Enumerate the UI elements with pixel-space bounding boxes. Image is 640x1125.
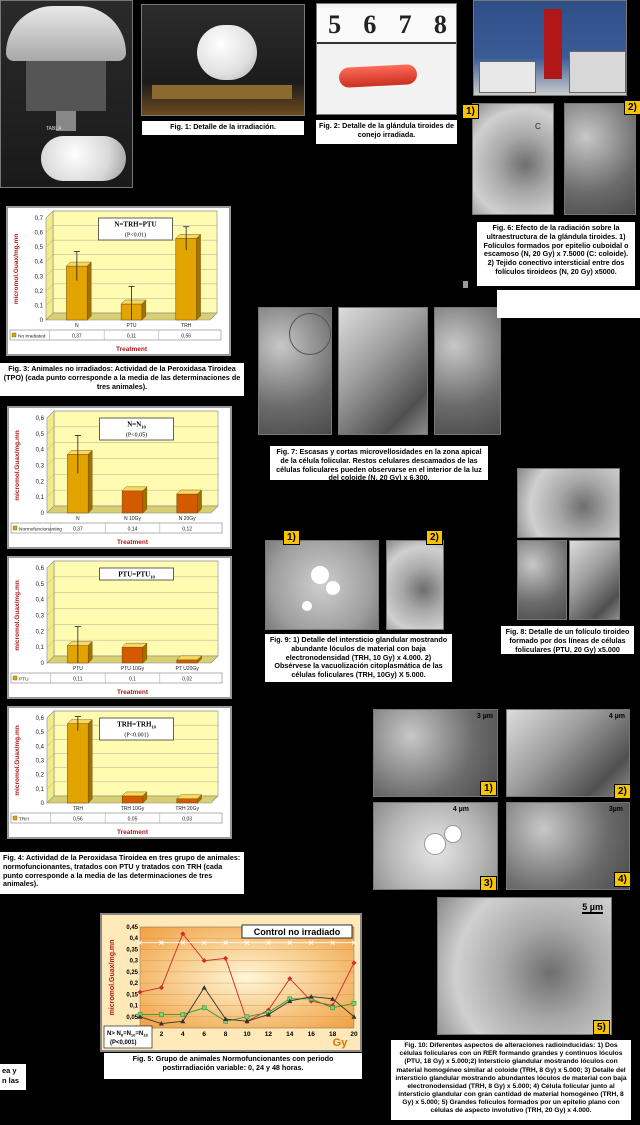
chart-subtitle: (P<0.01) [124, 232, 147, 239]
x-tick-label: TRH 20Gy [175, 806, 199, 812]
x-axis-label: Treatment [116, 689, 149, 696]
y-tick-label: 0,3 [34, 274, 43, 281]
y-tick-label: 0,25 [126, 969, 138, 976]
ruler-number: 6 [363, 10, 377, 39]
bar-side [87, 262, 91, 320]
x-tick-label: 8 [223, 1031, 228, 1038]
x-axis-label: Treatment [116, 829, 149, 836]
fig10-scale-5: 5 µm [582, 902, 603, 912]
bar-top [66, 262, 91, 266]
y-tick-label: 0,4 [35, 597, 44, 604]
fig6-em-2 [564, 103, 636, 215]
x-tick-label: 20 [350, 1031, 358, 1038]
y-tick-label: 0,5 [35, 431, 44, 438]
fig10-label-1: 1) [480, 781, 497, 796]
fig10-em-5 [437, 897, 612, 1035]
data-table-value: 0,12 [182, 526, 193, 533]
ruler-number: 7 [398, 10, 412, 39]
x-tick-label: 2 [159, 1031, 164, 1038]
fig10-scale-1: 3 µm [476, 713, 493, 720]
fig10-label-5: 5) [593, 1020, 610, 1035]
x-axis-label: Treatment [116, 539, 149, 546]
fig7-em-1 [258, 307, 332, 435]
x-tick-label: 10 [243, 1031, 251, 1038]
data-table-value: 0,56 [72, 816, 83, 823]
x-tick-label: N [75, 323, 79, 329]
x-tick-label: TRH [181, 323, 192, 329]
fig7-caption: Fig. 7: Escasas y cortas microvellosidades en la zona apical de la célula folicular. Restos celulares descamados de las células foliculares pueden observarse en el interior de la luz del coloide (N, 20 Gy) x 6.300. [270, 446, 488, 480]
y-axis-label: micromol.Guax/mg.mn [13, 233, 20, 305]
fig9-label-2: 2) [426, 530, 443, 545]
y-tick-label: 0,6 [34, 230, 43, 237]
fig8-em-top [517, 468, 620, 538]
data-table-value: 0,37 [72, 526, 83, 533]
y-tick-label: 0,45 [126, 925, 138, 931]
fig9-label-1: 1) [283, 530, 300, 545]
x-axis-label: Treatment [115, 346, 148, 353]
bar-top [177, 656, 202, 660]
data-point [331, 1006, 335, 1010]
fig4-chart-ptu-box [7, 556, 232, 699]
x-tick-label: 14 [286, 1031, 294, 1038]
data-table-value: 0,56 [181, 333, 192, 340]
y-tick-label: 0,2 [34, 288, 43, 295]
bar-top [177, 795, 202, 799]
annotation-p: (P<0,001) [110, 1040, 137, 1046]
x-tick-label: N 10Gy [124, 516, 141, 522]
data-point [352, 1001, 356, 1005]
bar-side [143, 487, 147, 513]
fig4-caption: Fig. 4: Actividad de la Peroxidasa Tiroidea en tres grupo de animales: normofuncionantes, tratados con PTU y tratados con TRH (cada punto corresponde a la media de las determinaciones de tres animales). [0, 852, 244, 894]
bar-top [67, 642, 92, 646]
y-axis-label: micromol.Guax/mg.mn [14, 430, 21, 501]
bar-side [88, 642, 92, 663]
y-tick-label: 0,7 [34, 216, 43, 222]
bar [177, 799, 198, 803]
white-blank-box [497, 290, 640, 318]
x-tick-label: TRH 10Gy [120, 806, 145, 812]
y-tick-label: 0,1 [34, 303, 43, 310]
fig4-chart-n-box [7, 406, 232, 549]
data-table-value: 0,37 [71, 333, 82, 340]
y-tick-label: 0,4 [129, 936, 138, 943]
y-tick-label: 0,4 [35, 744, 44, 751]
y-tick-label: 0,3 [129, 958, 138, 965]
bar [122, 647, 143, 663]
bar [176, 238, 197, 320]
fig10-caption: Fig. 10: Diferentes aspectos de alteraciones radioinducidas: 1) Dos células foliculares con un RER formando grandes y continuos lóculos (PTU, 18 Gy) x 5.000;2) Intersticio glandular mostrando lóculos con material homogéneo similar al coloide (TRH, 8 Gy) x 5.000; 3) Detalle del intersticio glandular mostrando abundantes lóculos de material con baja electronodensidad (TRH, 8 Gy) x 5.000; 4) Célula folicular junto al intersticio glandular con gran cantidad de material homogéneo (TRH, 8 Gy) x 5.000; 5) Grandes folículos formados por un epitelio plano con células de aspecto involutivo (TRH, 20 Gy) x 4.000. [391, 1040, 631, 1120]
y-axis-label: micromol.Guax/mg.mn [14, 580, 21, 651]
fig10-scale-4: 3µm [608, 806, 623, 813]
ruler-number: 5 [328, 10, 342, 39]
x-tick-label: PT U20Gy [175, 666, 199, 672]
data-table-value: 0,11 [73, 676, 83, 683]
fig1-caption: Fig. 1: Detalle de la irradiación. [142, 121, 304, 135]
fig10-label-2: 2) [614, 784, 631, 799]
fig9-em-1 [265, 540, 379, 630]
data-point [202, 1006, 206, 1010]
y-tick-label: 0,3 [35, 613, 44, 620]
x-tick-label: PTU [126, 323, 137, 329]
fig3-chart [8, 208, 229, 354]
y-tick-label: 0 [39, 318, 43, 324]
legend-entry: No irradiated [18, 334, 46, 340]
bar [177, 660, 198, 663]
fig6-marker-c: C [535, 122, 541, 131]
fig9-em-2 [386, 540, 444, 630]
y-tick-label: 0,35 [126, 947, 138, 954]
fig6-label-1: 1) [462, 104, 479, 119]
fig5-caption: Fig. 5: Grupo de animales Normofuncionantes con periodo postirradiación variable: 0, 24 y 48 horas. [104, 1053, 362, 1079]
fig10-label-4: 4) [614, 872, 631, 887]
fig10-scale-3: 4 µm [452, 806, 469, 813]
x-tick-label: 16 [307, 1031, 315, 1038]
y-tick-label: 0,15 [126, 992, 138, 999]
data-table-value: 0,1 [129, 676, 136, 683]
y-tick-label: 0,5 [35, 581, 44, 588]
fig10-label-3: 3) [480, 876, 497, 891]
annotation-text: $N> N_8=N_{10}=N_{18}$ [107, 1031, 148, 1038]
legend-swatch [13, 526, 17, 530]
y-tick-label: 0,6 [35, 716, 44, 722]
ruler-number: 8 [433, 10, 447, 39]
bar-top [122, 643, 147, 647]
x-tick-label: N [76, 516, 80, 522]
y-tick-label: 0,1 [35, 786, 44, 793]
x-tick-label: PTU 10Gy [120, 666, 145, 672]
y-tick-label: 0,3 [35, 758, 44, 765]
y-tick-label: 0,5 [35, 730, 44, 737]
x-tick-label: 12 [264, 1031, 273, 1038]
data-point [245, 1015, 249, 1019]
data-table-value: 0,02 [182, 676, 193, 683]
data-table-value: 0,11 [126, 333, 137, 340]
fig8-em-bottom-left [517, 540, 567, 620]
fig6-label-2: 2) [624, 100, 640, 115]
y-axis-label: micromol.Guax/mg.mn [109, 939, 116, 1016]
fig5-chart [102, 915, 360, 1050]
y-tick-label: 0,1 [35, 645, 44, 652]
bar-side [88, 720, 92, 803]
cutoff-line: ea y [2, 1066, 17, 1075]
y-tick-label: 0,2 [35, 629, 44, 636]
y-tick-label: 0,4 [34, 259, 43, 266]
y-tick-label: 0 [40, 661, 44, 667]
fig2-photo [316, 3, 457, 115]
fig9-caption: Fig. 9: 1) Detalle del intersticio glandular mostrando abundante lóculos de material con baja electronodensidad (TRH, 10 Gy) x 4.000. 2) Obsérvese la vacuolización citoplasmática de las células foliculares (TRH, 10Gy) X 5.000. [265, 634, 452, 682]
data-table-value: 0,03 [182, 816, 193, 823]
fig10-em-4 [506, 802, 630, 890]
y-tick-label: 0,3 [35, 463, 44, 470]
y-tick-label: 0,2 [35, 772, 44, 779]
fig4-chart-trh [9, 708, 230, 837]
bar-top [177, 490, 202, 494]
y-tick-label: 0,4 [35, 447, 44, 454]
x-tick-label: PTU [72, 666, 83, 672]
bar-top [176, 234, 201, 238]
x-tick-label: N 20Gy [178, 516, 196, 522]
y-tick-label: 0 [40, 511, 44, 517]
data-table-value: 0,05 [127, 816, 138, 823]
bar [122, 796, 143, 803]
fig3-caption: Fig. 3: Animales no irradiados: Actividad de la Peroxidasa Tiroidea (TPO) (cada punto corresponde a la media de las determinaciones de tres animales). [0, 363, 244, 396]
data-table-value: 0,14 [127, 526, 138, 533]
x-axis-label: Gy [332, 1037, 348, 1049]
x-tick-label: TRH [72, 806, 83, 812]
fig4-chart-ptu [9, 558, 230, 697]
fig6-em-1 [472, 103, 554, 215]
bar-top [122, 792, 147, 796]
fig2-caption: Fig. 2: Detalle de la glándula tiroides de conejo irradiada. [316, 120, 457, 144]
fig7-em-2 [338, 307, 428, 435]
y-tick-label: 0,5 [34, 245, 43, 252]
fig5-chart-box [100, 913, 362, 1052]
legend-swatch [13, 816, 17, 820]
data-point [181, 1013, 185, 1017]
bar-side [198, 490, 202, 513]
chart-title: $PTU=PTU_{10}$ [118, 570, 155, 580]
legend-swatch [13, 676, 17, 680]
fig6-photo-equipment [473, 0, 627, 96]
fig4-chart-n [9, 408, 230, 547]
x-tick-label: 18 [328, 1031, 337, 1038]
fig6-caption: Fig. 6: Efecto de la radiación sobre la ultraestructura de la glándula tiroides. 1) Folículos formados por epitelio cuboidal o escamoso (N, 20 Gy) x 7.5000 (C: coloide). 2) Tejido conectivo intersticial entre dos folículos tiroideos (N, 20 Gy) x5000. [477, 222, 635, 286]
bar-side [197, 234, 201, 320]
y-tick-label: 0,1 [35, 495, 44, 502]
fig1-photo-rabbit [141, 4, 305, 116]
chart-title: Control no irradiado [253, 927, 341, 937]
chart-title: $N=N_{10}$ [127, 420, 146, 430]
fig8-em-bottom-right [569, 540, 620, 620]
x-tick-label: 6 [202, 1031, 207, 1038]
bar [122, 491, 143, 513]
bar-side [88, 450, 92, 513]
y-tick-label: 0 [40, 801, 44, 807]
y-tick-label: 0,2 [129, 981, 138, 988]
cutoff-line: n las [2, 1076, 20, 1085]
fig10-em-2 [506, 709, 630, 797]
fig3-chart-box [6, 206, 231, 356]
fig10-scale-2: 4 µm [608, 713, 625, 720]
y-tick-label: 0,1 [129, 1003, 138, 1010]
plot-side-wall [46, 211, 53, 320]
bar-top [122, 487, 147, 491]
fig1-photo-microscope [0, 0, 133, 188]
bar [67, 724, 88, 803]
bar [177, 494, 198, 513]
chart-title: $TRH=TRH_{10}$ [117, 720, 156, 730]
tiny-marker [463, 281, 468, 288]
bar-top [67, 450, 92, 454]
legend-entry: PTU [19, 677, 29, 683]
fig1-photo-label: TABLA [46, 126, 62, 132]
data-point [159, 1013, 163, 1017]
fig4-chart-trh-box [7, 706, 232, 839]
y-axis-label: micromol.Guax/mg.mn [14, 725, 21, 796]
bar-top [121, 300, 146, 304]
chart-subtitle: (P<0.001) [124, 732, 149, 739]
chart-subtitle: (P<0.05) [125, 432, 148, 439]
fig8-caption: Fig. 8: Detalle de un folículo tiroideo formado por dos líneas de células foliculares (PTU, 20 Gy) x5.000 [501, 626, 634, 654]
y-tick-label: 0,2 [35, 479, 44, 486]
bar-top [67, 720, 92, 724]
y-tick-label: 0,05 [126, 1014, 138, 1021]
legend-entry: TRH [19, 817, 29, 823]
fig7-em-3 [434, 307, 501, 435]
chart-title: N=TRH=PTU [114, 220, 157, 229]
legend-swatch [12, 333, 16, 337]
y-tick-label: 0,6 [35, 566, 44, 572]
y-tick-label: 0,6 [35, 416, 44, 422]
legend-entry: Normofuncionanting [19, 527, 62, 533]
x-tick-label: 4 [180, 1031, 185, 1038]
cutoff-left-text [0, 1064, 26, 1090]
